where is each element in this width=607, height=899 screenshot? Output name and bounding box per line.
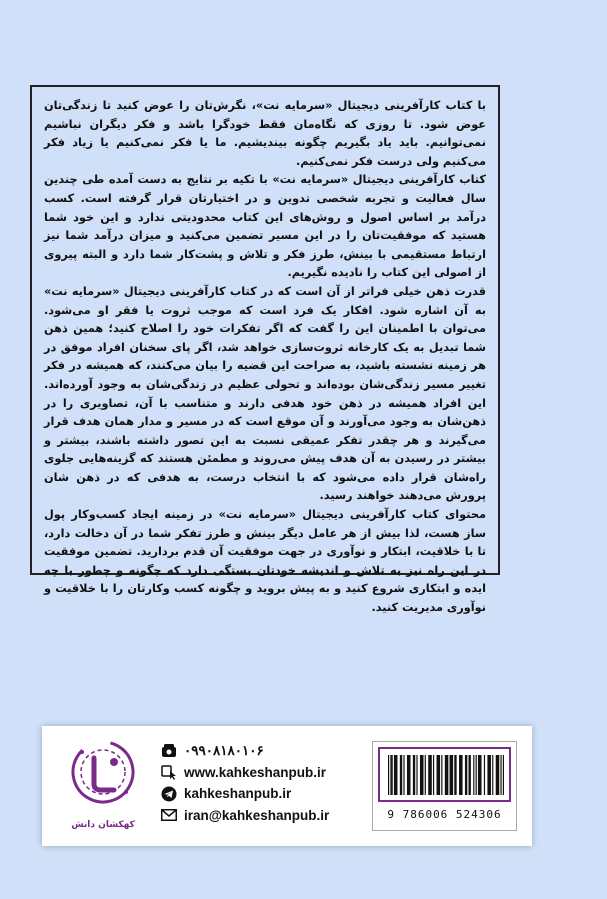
barcode-bar <box>496 755 500 795</box>
barcode-bar <box>392 755 393 795</box>
barcode-bar <box>500 755 501 795</box>
publisher-footer <box>42 726 532 846</box>
barcode-frame <box>378 747 511 802</box>
paragraph-1: با کتاب کارآفرینی دیجیتال «سرمایه نت»، نگرش‌تان را عوض کنید تا زندگی‌تان عوض شود. تا روزی که نگاه‌مان فقط خودگرا باشد و فکر دیگران نباشیم نمی‌توانیم. باید یاد بگیریم چگونه بیندیشیم. ما یا فکر نمی‌کنیم یا زیاد فکر می‌کنیم ولی درست فکر نمی‌کنیم. <box>44 99 486 168</box>
website-url: www.kahkeshanpub.ir <box>184 764 327 780</box>
barcode-bar <box>487 755 491 795</box>
isbn-barcode <box>388 755 504 795</box>
phone-number: ۰۹۹۰۸۱۸۰۱۰۶ <box>184 742 264 758</box>
contact-website[interactable] <box>160 762 360 784</box>
barcode-bar <box>503 755 504 795</box>
email-address: iran@kahkeshanpub.ir <box>184 807 330 823</box>
phone-icon <box>160 743 178 759</box>
isbn-number: 9 786006 524306 <box>387 808 502 821</box>
publisher-logo <box>68 734 138 840</box>
contact-phone[interactable] <box>160 740 360 762</box>
paragraph-2: کتاب کارآفرینی دیجیتال «سرمایه نت» با تکیه بر نتایج به دست آمده طی چندین سال فعالیت و تجربه شخصی تدوین و در اختیارتان قرار گرفته است. کسب درآمد بر اساس اصول و روش‌های این کتاب محدودیتی ندارد و این خود شما هستید که موفقیت‌تان را در این مسیر تضمین می‌کنید و میزان درآمد شما نیز ارتباط مستقیمی با بینش، طرز فکر و تلاش و پشت‌کار شما دارد و البته پیروی از اصولی این کتاب را نادیده نگیریم. <box>44 173 486 280</box>
contact-telegram[interactable] <box>160 783 360 805</box>
barcode-bar <box>476 755 477 795</box>
barcode-bar <box>403 755 404 795</box>
barcode-bar <box>441 755 442 795</box>
barcode-bar <box>413 755 415 795</box>
barcode-bar <box>428 755 432 795</box>
paragraph-3: قدرت ذهن خیلی فراتر از آن است که در کتاب کارآفرینی دیجیتال «سرمایه نت» به آن اشاره شود. افکار یک فرد است که موجب ثروت یا فقر او می‌شود. می‌توان با اطمینان این را گفت که اگر تفکرات خود را اصلاح کنید؛ همین ذهن شما تبدیل به یک کارخانه ثروت‌سازی خواهد شد، اگر پای سخنان افراد موفق در هر زمینه نشسته باشید، به صراحت این قضیه را بیان می‌کنند، که همیشه در فکر تغییر مسیر زندگی‌شان بوده‌اند و تحولی عظیم در زندگی‌شان به وجود آورده‌اند. این افراد همیشه در ذهن خود هدفی دارند و متناسب با آن، تصاویری را در ذهن‌شان به وجود می‌آورند و آن موقع است که در مسیر و مدار همان هدف قرار می‌گیرند و هر چقدر تفکر عمیقی نسبت به این تصور داشته باشند، بیشتر و بیشتر در رسیدن به آن هدف پیش می‌روند و مطمئن هستند که گزینه‌هایی جلوی راه‌شان قرار داده می‌شود که با انتخاب درست، به هدفی که در ذهن شان پرورش می‌دهند خواهند رسید. <box>44 284 486 503</box>
barcode-bar <box>394 755 398 795</box>
mail-icon <box>160 807 178 823</box>
barcode-bar <box>400 755 402 795</box>
publisher-logo-icon <box>68 734 138 818</box>
barcode-bar <box>407 755 411 795</box>
barcode-bar <box>478 755 482 795</box>
barcode-box <box>372 741 517 831</box>
barcode-bar <box>433 755 434 795</box>
barcode-bar <box>437 755 441 795</box>
barcode-bar <box>454 755 456 795</box>
publisher-name: کهکشان دانش <box>71 820 135 830</box>
barcode-bar <box>450 755 454 795</box>
barcode-bar <box>468 755 470 795</box>
web-click-icon <box>160 764 178 780</box>
barcode-bar <box>416 755 417 795</box>
barcode-bar <box>425 755 426 795</box>
barcode-bar <box>484 755 485 795</box>
barcode-bar <box>420 755 424 795</box>
barcode-bar <box>388 755 389 795</box>
barcode-bar <box>459 755 463 795</box>
telegram-icon <box>160 786 178 802</box>
contact-email[interactable] <box>160 805 360 827</box>
barcode-bar <box>473 755 474 795</box>
back-cover-text-box <box>30 85 500 615</box>
paragraph-4: محتوای کتاب کارآفرینی دیجیتال «سرمایه نت» در زمینه ایجاد کسب‌وکار پول ساز هست، لذا بیش از هر عامل دیگر بینش و طرز تفکر شما در آن دخالت دارد، تا با خلاقیت، ابتکار و نوآوری در جهت موفقیت آن قدم بردارید. تضمین موفقیت در این راه نیز به تلاش و اندیشه خودتان بستگی دارد که چگونه و چطور با چه ایده و ابتکاری شروع کنید و به پیش بروید و چگونه کسب وکارتان را با خلاقیت و نوآوری مدیریت کنید. <box>44 508 486 615</box>
barcode-bar <box>492 755 493 795</box>
telegram-handle: kahkeshanpub.ir <box>184 786 292 802</box>
contact-list <box>160 740 360 826</box>
barcode-bar <box>445 755 449 795</box>
barcode-bar <box>390 755 391 795</box>
barcode-bar <box>465 755 467 795</box>
